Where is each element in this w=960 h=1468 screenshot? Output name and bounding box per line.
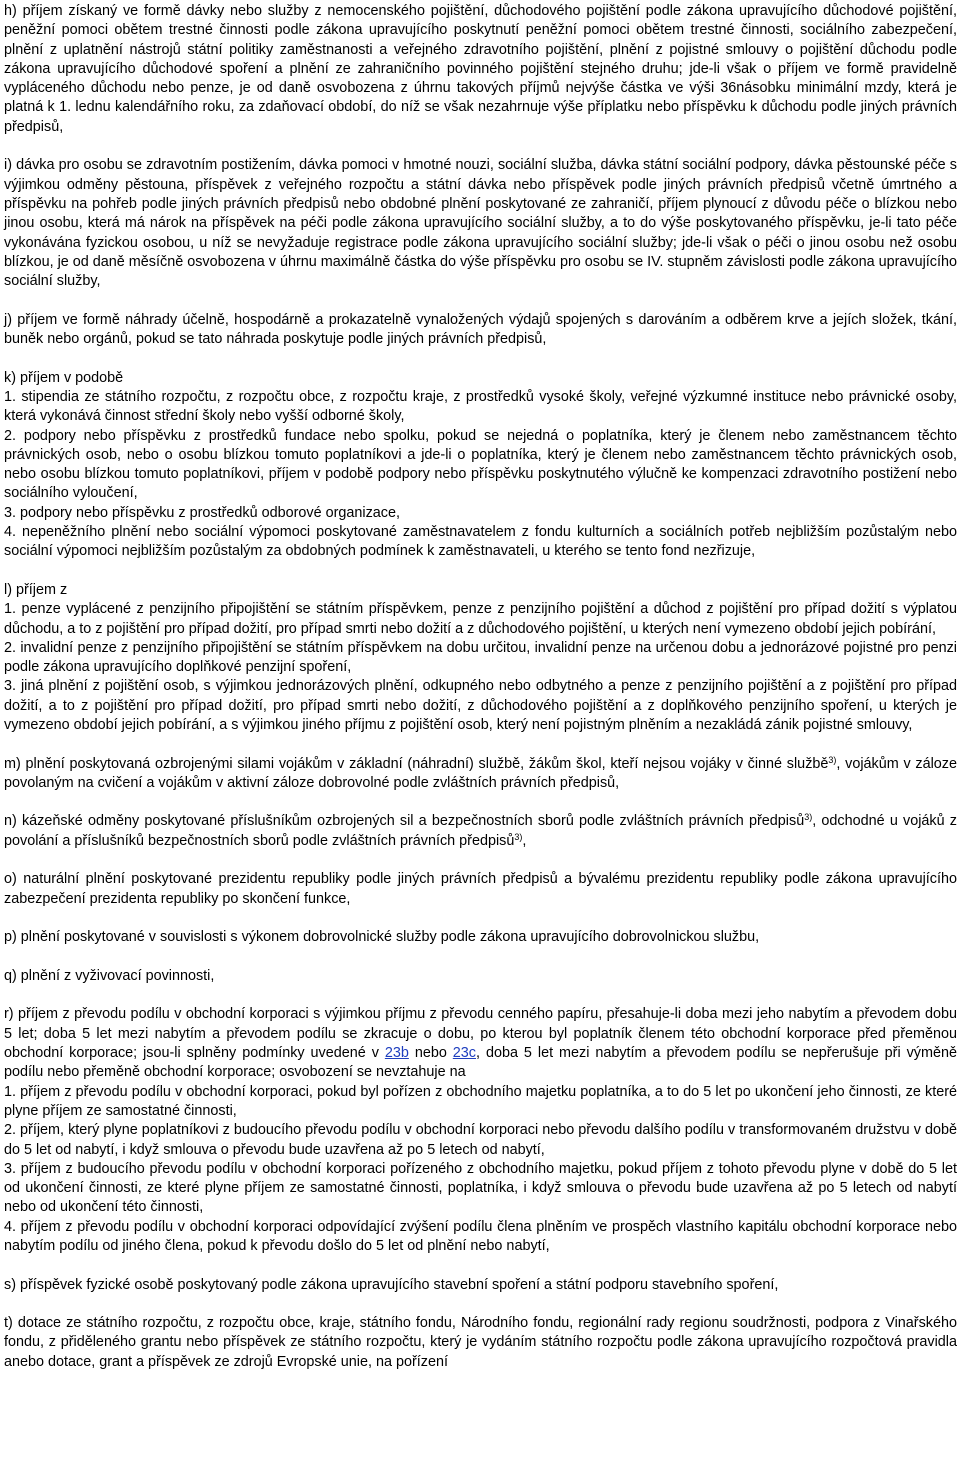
paragraph-text: r) příjem z převodu podílu v obchodní korporaci s výjimkou příjmu z převodu cenného papíru, přesahuje-li doba mezi jeho nabytím a převodem dobu 5 let; doba 5 let mezi nabytím a převodem podílu se zkracuje o dobu, po kterou byl poplatník členem této obchodní korporace před přeměnou obchodní korporace; jsou-li splněny podmínky uvedené v: [4, 1006, 957, 1062]
paragraph-text: m) plnění poskytovaná ozbrojenými silami vojákům v základní (náhradní) službě, žákům škol, kteří nejsou vojáky v činné službě: [4, 755, 829, 772]
paragraph-text: q) plnění z vyživovací povinnosti,: [4, 967, 215, 984]
paragraph-k: [4, 369, 957, 562]
paragraph-o: [4, 870, 957, 909]
paragraph-text: p) plnění poskytované v souvislosti s výkonem dobrovolnické služby podle zákona upravujícího dobrovolnickou službu,: [4, 929, 760, 946]
list-item: 1. příjem z převodu podílu v obchodní korporaci, pokud byl pořízen z obchodního majetku poplatníka, a to do 5 let po ukončení jeho činnosti, ze které plyne příjem ze samostatné činnosti,: [4, 1083, 957, 1119]
paragraph-m: [4, 755, 957, 794]
footnote-ref[interactable]: 3): [828, 754, 837, 765]
list-item: 3. podpory nebo příspěvku z prostředků odborové organizace,: [4, 504, 400, 521]
paragraph-text: h) příjem získaný ve formě dávky nebo služby z nemocenského pojištění, důchodového pojištění podle zákona upravujícího důchodové pojištění, peněžní pomoci obětem trestné činnosti podle zákona upravujícího poskytnutí peněžní pomoci obětem trestné činnosti, sociálního zabezpečení, plnění z uplatnění nástrojů státní politiky zaměstnanosti a veřejného zdravotního pojištění, plnění z pojistné smlouvy o pojištění důchodu podle zákona upravujícího důchodové spoření a plnění ze zahraničního povinného pojištění stejného druhu; jde-li však o příjem ve formě pravidelně vypláceného důchodu nebo penze, je od daně osvobozena z úhrnu takových příjmů nejvýše částka ve výši 36násobku minimální mzdy, která je platná k 1. lednu kalendářního roku, za zdaňovací období, do níž se však nezahrnuje výše příplatku nebo příspěvku k důchodu podle jiných právních předpisů,: [4, 3, 957, 135]
paragraph-text: i) dávka pro osobu se zdravotním postižením, dávka pomoci v hmotné nouzi, sociální služba, dávka státní sociální podpory, dávka pěstounské péče s výjimkou odměny pěstouna, příspěvek z veřejného rozpočtu a státní dávka nebo příspěvek podle jiných právních předpisů včetně úmrtného a příspěvku na pohřeb podle jiných právních předpisů nebo obdobné plnění poskytované ze zahraničí, příjem plynoucí z důvodu péče o blízkou nebo jinou osobu, která má nárok na příspěvek na péči podle zákona upravujícího sociální služby, a to do výše poskytovaného příspěvku, je-li tato péče vykonávána fyzickou osobou, u níž se nevyžaduje registrace podle zákona upravujícího sociální služby; jde-li však o péči o jinou osobu než osobu blízkou, je od daně měsíčně osvobozena v úhrnu maximálně částka do výše příspěvku pro osobu se IV. stupněm závislosti podle zákona upravujícího sociální služby,: [4, 157, 957, 290]
link-23c[interactable]: 23c: [452, 1045, 476, 1062]
document-body: [4, 2, 957, 1372]
link-23b[interactable]: 23b: [384, 1045, 409, 1062]
paragraph-l: [4, 581, 957, 735]
paragraph-i: [4, 156, 957, 291]
list-item: 1. penze vyplácené z penzijního připojištění se státním příspěvkem, penze z penzijního pojištění a důchod z pojištění pro případ dožití s výplatou důchodu, a to z pojištění pro případ dožití, pro případ smrti nebo dožití a z důchodového pojištění, u kterých není vymezeno období jejich pobírání,: [4, 601, 957, 637]
list-item: 3. příjem z budoucího převodu podílu v obchodní korporaci pořízeného z obchodního majetku, pokud příjem z tohoto převodu plyne v době do 5 let od ukončení činnosti, ze které plyne příjem ze samostatné činnosti, poplatníka, i když smlouva o převodu bude uzavřena až po 5 letech od nabytí nebo od ukončení této činnosti,: [4, 1160, 957, 1216]
list-item: 2. invalidní penze z penzijního připojištění se státním příspěvkem na dobu určitou, invalidní penze na určenou dobu a jednorázové pojistné pro penzi podle zákona upravujícího doplňkové penzijní spoření,: [4, 639, 957, 676]
paragraph-s: [4, 1276, 957, 1295]
list-item: 2. podpory nebo příspěvku z prostředků fundace nebo spolku, pokud se nejedná o poplatníka, který je členem nebo zaměstnancem těchto právnických osob, nebo o osobu blízkou tomuto poplatníkovi a jde-li o poplatníka, který je členem nebo zaměstnancem těchto právnických osob, nebo osobu blízkou tomuto poplatníkovi, příjem v podobě podpory nebo příspěvku poskytnutého výlučně ke kompenzaci zdravotního postižení nebo sociálního vyloučení,: [4, 427, 957, 502]
footnote-ref[interactable]: 3): [514, 831, 523, 842]
paragraph-heading: l) příjem z: [4, 581, 68, 598]
paragraph-text: t) dotace ze státního rozpočtu, z rozpočtu obce, kraje, státního fondu, Národního fondu, regionální rady regionu soudržnosti, podpora z Vinařského fondu, z přiděleného grantu nebo příspěvek ze státního rozpočtu, který je vydáním státního rozpočtu podle zákona upravujícího rozpočtová pravidla anebo dotace, grant a příspěvek ze zdrojů Evropské unie, na pořízení: [4, 1315, 957, 1370]
paragraph-j: [4, 311, 957, 350]
paragraph-h: [4, 2, 957, 137]
list-item: 1. stipendia ze státního rozpočtu, z rozpočtu obce, z rozpočtu kraje, z prostředků vysoké školy, veřejné výzkumné instituce nebo právnické osoby, která vykonává činnost střední školy nebo vyšší odborné školy,: [4, 388, 957, 425]
paragraph-p: [4, 928, 957, 947]
paragraph-text: n) kázeňské odměny poskytované příslušníkům ozbrojených sil a bezpečnostních sborů podle zvláštních právních předpisů: [4, 813, 805, 830]
paragraph-text: j) příjem ve formě náhrady účelně, hospodárně a prokazatelně vynaložených výdajů spojených s darováním a odběrem krve a jejích složek, tkání, buněk nebo orgánů, pokud se tato náhrada poskytuje podle jiných právních předpisů,: [4, 311, 957, 348]
paragraph-t: [4, 1314, 957, 1372]
list-item: 3. jiná plnění z pojištění osob, s výjimkou jednorázových plnění, odkupného nebo odbytného a penze z penzijního pojištění a z pojištění pro případ dožití, a to z pojištění pro případ dožití, pro případ smrti nebo dožití, z důchodového pojištění a z doplňkového penzijního spoření, u kterých je vymezeno období jejich pobírání, a s výjimkou jiného příjmu z pojištění osob, který není pojistným plněním a nezakládá zánik pojistné smlouvy,: [4, 678, 957, 733]
paragraph-intro: [4, 1005, 957, 1082]
list-item: 2. příjem, který plyne poplatníkovi z budoucího převodu podílu v obchodní korporaci nebo převodu dalšího podílu v transformovaném družstvu v době do 5 let od nabytí, i když smlouva o převodu bude uzavřena až po 5 letech od nabytí,: [4, 1122, 957, 1158]
paragraph-n: [4, 812, 957, 851]
paragraph-text: , odchodné u vojáků z povolání a příslušníků bezpečnostních sborů podle zvláštních právních předpisů: [4, 813, 958, 849]
paragraph-heading: k) příjem v podobě: [4, 369, 124, 386]
list-item: 4. nepeněžního plnění nebo sociální výpomoci poskytované zaměstnavatelem z fondu kulturních a sociálních potřeb nejbližším pozůstalým nebo sociální výpomoci nejbližším pozůstalým za obdobných podmínek k zaměstnavateli, u kterého se tento fond nezřizuje,: [4, 524, 957, 560]
list-item: 4. příjem z převodu podílu v obchodní korporaci odpovídající zvýšení podílu člena plněním ve prospěch vlastního kapitálu obchodní korporace nebo nabytím podílu od jiného člena, pokud k převodu došlo do 5 let od plnění nebo nabytí,: [4, 1218, 957, 1254]
paragraph-q: [4, 967, 957, 986]
paragraph-text: , vojákům v záloze povolaným na cvičení a vojákům v aktivní záloze dobrovolné podle zvláštních právních předpisů,: [4, 755, 958, 791]
paragraph-text: nebo: [408, 1045, 453, 1062]
paragraph-r: [4, 1005, 957, 1256]
paragraph-text: s) příspěvek fyzické osobě poskytovaný podle zákona upravujícího stavební spoření a státní podporu stavebního spoření,: [4, 1276, 779, 1293]
paragraph-text: ,: [522, 832, 527, 849]
paragraph-text: , doba 5 let mezi nabytím a převodem podílu se nepřerušuje při výměně podílu nebo přeměně obchodní korporace; osvobození se nevztahuje na: [4, 1045, 957, 1081]
paragraph-text: o) naturální plnění poskytované prezidentu republiky podle jiných právních předpisů a bývalému prezidentu republiky podle zákona upravujícího zabezpečení prezidenta republiky po skončení funkce,: [4, 871, 957, 907]
footnote-ref[interactable]: 3): [804, 812, 813, 823]
